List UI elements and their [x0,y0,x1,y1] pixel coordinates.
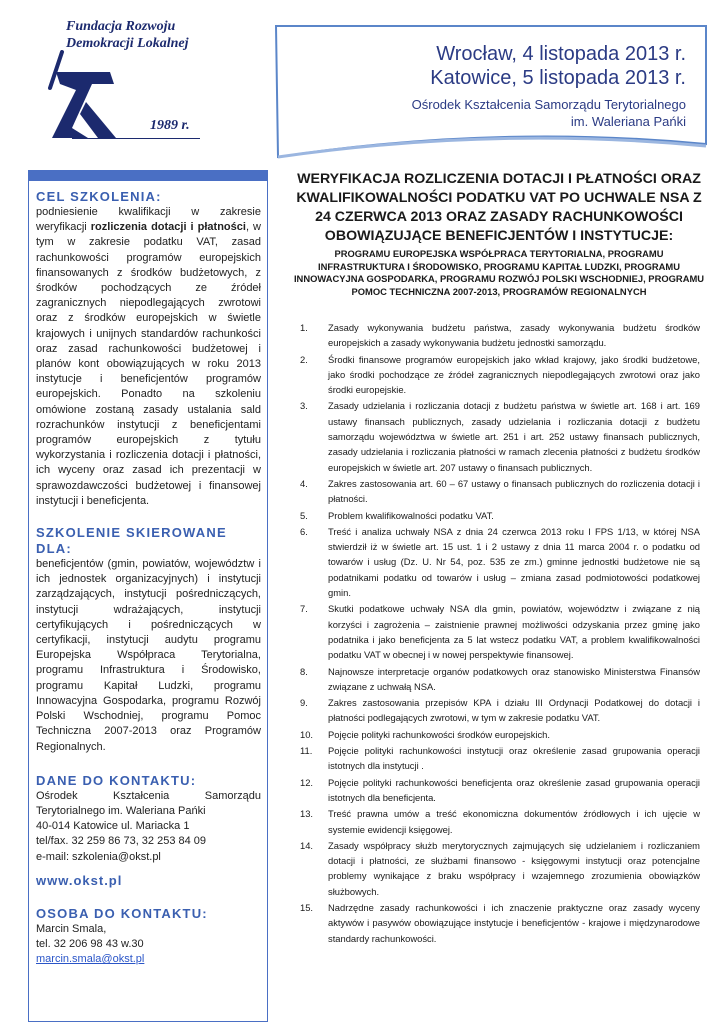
agenda-item [296,398,700,474]
target-text: beneficjentów (gmin, powiatów, województw i ich jednostek organizacyjnych) i instytucji zarządzających, instytucji pośredniczących, instytucji wdrażających, instytucji certyfikujących i pośredniczących w certyfikacji, instytucji audytu programu Europejska Współpraca Terytorialna, programu Infrastruktura i Środowisko, programu Kapitał Ludzki, programu Innowacyjna Gospodarka, programu Rozwój Polski Wschodniej, programu Pomoc Techniczna 2007-2013 oraz Programów Regionalnych. [36,558,261,753]
goal-text-part1: podniesienie kwalifikacji w zakresie weryfikacji [36,206,261,234]
goal-text [36,205,261,509]
agenda-item-text: Pojęcie polityki rachunkowości beneficjenta oraz określenie zasad grupowania operacji istotnych dla beneficjenta. [328,776,700,803]
target-heading: SZKOLENIE SKIEROWANE DLA: [36,525,227,557]
agenda-item [296,900,700,946]
agenda-item-text: Zasady udzielania i rozliczania dotacji z budżetu państwa w świetle art. 168 i art. 169 ustawy finansach publicznych, zasady udzielania i rozliczania dotacji z budżetu samorządu województwa w świetle art. 251 i art. 252 ustawy finansach publicznych, zasady udzielania i rozliczania płatności w ramach zlecenia płatności z budżetu środków europejskich w świetle art. 207 ustawy o finansach publicznych. [328,400,700,473]
agenda-item [296,601,700,662]
agenda-item-text: Nadrzędne zasady rachunkowości i ich znaczenie praktyczne oraz zasady wyceny aktywów i pasywów obowiązujące instytucje i beneficjentów - krajowe i międzynarodowe standardy rachunkowości. [328,901,700,944]
contact-line-address: 40-014 Katowice ul. Mariacka 1 [36,820,190,833]
agenda-item-text: Treść i analiza uchwały NSA z dnia 24 czerwca 2013 roku I FPS 1/13, w której NSA stwierdził iż w świetle art. 15 ust. 1 i 2 ustawy z dnia 11 marca 2004 r. o podatku od towarów i usług (Dz. U. Nr 54, poz. 535 ze zm.) gminne jednostki budżetowe nie są podatnikami podatku od towarów i usług – zmiana zasad podmiotowości podatkowej gmin. [328,525,700,599]
agenda-item-text: Środki finansowe programów europejskich jako wkład krajowy, jako środki budżetowe, jako środki pochodzące ze źródeł zagranicznych niepodlegających zwrotowi oraz jako środki europejskie. [328,353,700,396]
agenda-item-text: Zakres zastosowania art. 60 – 67 ustawy o finansach publicznych do rozliczenia dotacji i płatności. [328,477,700,505]
header-box [274,24,708,159]
agenda-item [296,806,700,837]
contact-person-email-link[interactable]: marcin.smala@okst.pl [36,953,145,966]
sidebar [28,170,268,1022]
agenda-item-number: 2. [300,353,308,365]
agenda-item-number: 14. [300,839,314,851]
event-date-katowice: Katowice, 5 listopada 2013 r. [430,67,686,89]
agenda-item-text: Zasady współpracy służb merytorycznych zajmujących się udzielaniem i rozliczaniem dotacji i płatności, ze służbami finansowo - księgowymi instytucji oraz potencjalne problemy wynikające z braku współpracy i wzajemnego zrozumienia obowiązków służbowych. [328,839,700,897]
agenda-item-number: 8. [300,665,308,677]
training-center-patron: im. Waleriana Pańki [570,114,686,129]
agenda-item-text: Skutki podatkowe uchwały NSA dla gmin, powiatów, województw i związane z nią korzyści i zagrożenia – zaistnienie prawnej możliwości odzyskania przez gminę jako podatnika i jako beneficjenta za 5 lat wstecz podatku VAT, a problem kwalifikowalności podatku VAT w obecnej i w nowej perspektywie finansowej. [328,603,700,661]
agenda-item-number: 9. [300,697,308,709]
program-agenda-list [296,320,700,947]
agenda-item [296,775,700,806]
training-title: WERYFIKACJA ROZLICZENIA DOTACJI I PŁATNOŚCI ORAZ KWALIFIKOWALNOŚCI PODATKU VAT PO UCHWALE NSA Z 24 CZERWCA 2013 ORAZ ZASADY RACHUNKOWOŚCI OBOWIĄZUJĄCE BENEFICJENTÓW I INSTYTUCJE: [296,171,702,244]
agenda-item [296,664,700,695]
agenda-item [296,320,700,351]
agenda-item-text: Zakres zastosowania przepisów KPA i działu III Ordynacji Podatkowej do dotacji i płatności podlegających zwrotowi, w tym w zakresie podatku VAT. [328,697,700,724]
contact-heading: DANE DO KONTAKTU: [36,772,197,788]
agenda-item-number: 12. [300,776,314,788]
agenda-item-number: 13. [300,808,314,820]
agenda-item-number: 1. [300,322,308,333]
programs-subtitle: PROGRAMU EUROPEJSKA WSPÓŁPRACA TERYTORIALNA, PROGRAMU INFRASTRUKTURA I ŚRODOWISKO, PROGRAMU KAPITAŁ LUDZKI, PROGRAMU INNOWACYJNA GOSPODARKA, PROGRAMU ROZWÓJ POLSKI WSCHODNIEJ, PROGRAMU POMOC TECHNICZNA 2007-2013, PROGRAMÓW REGIONALNYCH [293,248,705,297]
agenda-item-number: 10. [300,728,314,740]
agenda-item-number: 6. [300,525,308,537]
agenda-item-text: Zasady wykonywania budżetu państwa, zasady wykonywania budżetu środków europejskich a zasady wykonywania budżetu jednostki samorządu. [328,322,700,349]
agenda-item-number: 3. [300,400,308,412]
goal-heading: CEL SZKOLENIA: [36,189,162,204]
logo-figure-icon [40,50,150,140]
agenda-item [296,695,700,726]
agenda-item-text: Pojęcie polityki rachunkowości instytucji oraz określenie zasad grupowania operacji istotnych dla instytucji . [328,745,700,772]
sidebar-top-band [29,171,267,181]
agenda-item [296,524,700,600]
contact-person-heading: OSOBA DO KONTAKTU: [36,905,208,921]
agenda-item-number: 4. [300,477,308,489]
logo-org-line1: Fundacja Rozwoju [66,19,176,34]
contact-line-center: Ośrodek Kształcenia Samorządu Terytorialnego im. Waleriana Pańki [36,789,261,817]
training-center-name: Ośrodek Kształcenia Samorządu Terytorialnego [411,97,686,112]
agenda-item-text: Pojęcie polityki rachunkowości środków europejskich. [328,728,550,740]
agenda-item-number: 5. [300,509,308,521]
logo-divider [72,138,200,139]
agenda-item [296,352,700,398]
agenda-item-number: 11. [300,745,313,757]
agenda-item-text: Treść prawna umów a treść ekonomiczna dokumentów źródłowych i ich ujęcie w systemie ewidencji księgowej. [328,808,700,835]
contact-person-name: Marcin Smala, [36,922,107,935]
goal-text-bold: rozliczenia dotacji i płatności [90,221,246,234]
agenda-item [296,508,700,523]
event-date-wroclaw: Wrocław, 4 listopada 2013 r. [436,43,686,65]
website-link[interactable]: www.okst.pl [36,872,123,888]
agenda-item [296,727,700,742]
contact-person-phone: tel. 32 206 98 43 w.30 [36,937,144,950]
contact-line-phone: tel/fax. 32 259 86 73, 32 253 84 09 [36,835,207,848]
agenda-item-text: Problem kwalifikowalności podatku VAT. [328,509,494,521]
agenda-item-text: Najnowsze interpretacje organów podatkowych oraz stanowisko Ministerstwa Finansów związane z uchwałą NSA. [328,665,700,692]
logo-org-line2: Demokracji Lokalnej [66,36,189,51]
agenda-item [296,476,700,507]
contact-line-email[interactable]: e-mail: szkolenia@okst.pl [36,850,161,863]
agenda-item [296,838,700,899]
agenda-item-number: 7. [300,603,308,615]
agenda-item [296,743,700,774]
organization-logo-text [66,18,236,52]
goal-text-part2: , w tym w zakresie podatku VAT, zasad rachunkowości programów europejskich finansowanych z środków budżetowych, z środków pochodzących ze źródeł zagranicznych niepodlegających zwrotowi oraz z środków europejskich w świetle krajowych i unijnych standardów rachunkości oraz zasad rachunkowości budżetowej i planów kont obowiązujących w roku 2013 instytucje i beneficjentów programów europejskich. Ponadto na szkoleniu omówione zostaną zasady ustalania sald rozrachunków instytucji z beneficjentami programów europejskich z tytułu wykorzystania i rozliczenia dotacji i płatności, ich wyceny oraz zasad ich prezentacji w sprawozdawczości budżetowej i finansowej instytucji i beneficjenta. [36,221,261,507]
logo-year: 1989 r. [150,118,190,133]
agenda-item-number: 15. [300,901,314,913]
